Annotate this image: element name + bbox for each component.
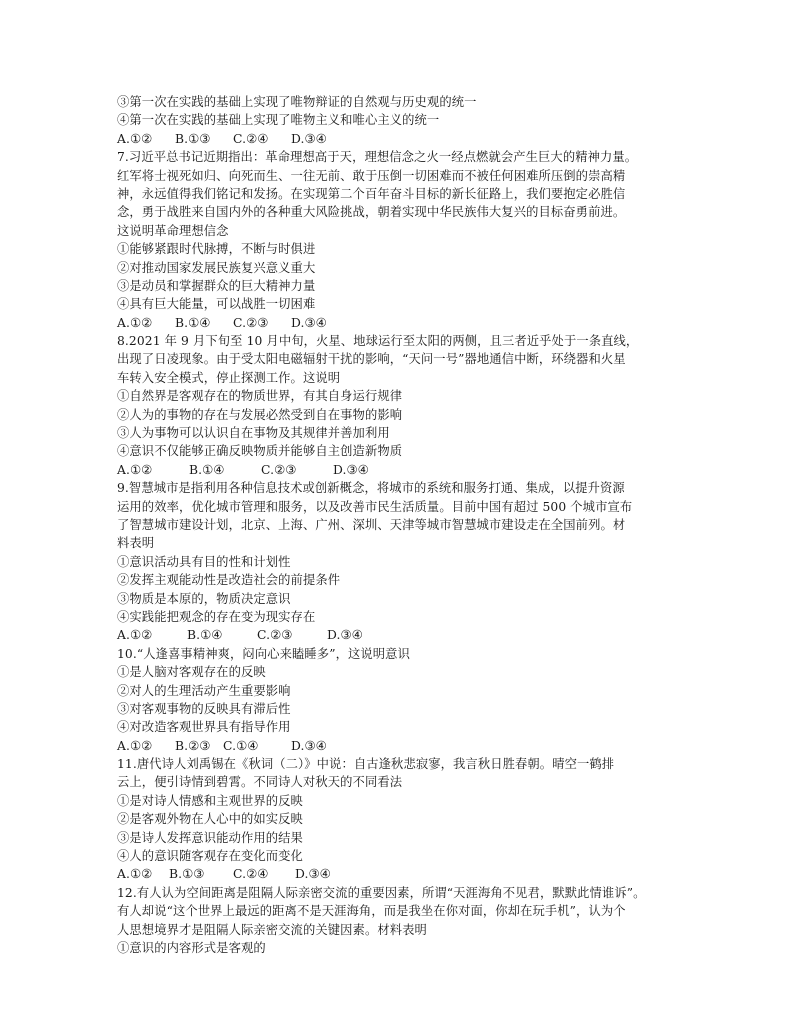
answer-choices xyxy=(117,461,697,479)
option-statement-1: ①能够紧跟时代脉搏，不断与时俱进 xyxy=(117,242,316,257)
option-statement-4: ④具有巨大能量，可以战胜一切困难 xyxy=(117,297,316,312)
question-6-continued xyxy=(117,93,697,148)
choice-c: C.②④ xyxy=(233,867,269,882)
choice-b: B.①③ xyxy=(169,867,205,882)
question-11 xyxy=(117,755,697,884)
question-text: 11.唐代诗人刘禹锡在《秋词（二）》中说：自古逢秋悲寂寥，我言秋日胜春朝。晴空一鹤排 xyxy=(117,757,615,772)
question-text: 7.习近平总书记近期指出：革命理想高于天，理想信念之火一经点燃就会产生巨大的精神力量。 xyxy=(117,150,638,165)
choice-c: C.①④ xyxy=(223,738,259,753)
exam-page xyxy=(117,93,697,957)
question-text: 9.智慧城市是指利用各种信息技术或创新概念，将城市的系统和服务打通、集成，以提升资源 xyxy=(117,481,625,496)
choice-a: A.①② xyxy=(117,867,153,882)
choice-b: B.①④ xyxy=(189,462,225,477)
choice-b: B.①③ xyxy=(175,131,211,146)
answer-choices xyxy=(117,865,697,883)
question-text: 12.有人认为空间距离是阻隔人际亲密交流的重要因素，所谓“天涯海角不见君，默默此情谁诉”。 xyxy=(117,885,646,900)
option-statement-1: ①自然界是客观存在的物质世界，有其自身运行规律 xyxy=(117,389,403,404)
option-statement-2: ②对人的生理活动产生重要影响 xyxy=(117,683,291,698)
question-text: 了智慧城市建设计划，北京、上海、广州、深圳、天津等城市智慧城市建设走在全国前列。材 xyxy=(117,517,626,532)
choice-d: D.③④ xyxy=(333,462,369,477)
option-statement-2: ②人为的事物的存在与发展必然受到自在事物的影响 xyxy=(117,407,403,422)
option-statement-3: ③第一次在实践的基础上实现了唯物辩证的自然观与历史观的统一 xyxy=(117,95,477,109)
choice-c: C.②③ xyxy=(261,462,297,477)
choice-d: D.③④ xyxy=(291,738,327,753)
question-stem: 车转入安全模式，停止探测工作。这说明 xyxy=(117,370,341,385)
choice-d: D.③④ xyxy=(295,867,331,882)
question-text: 8.2021 年 9 月下旬至 10 月中旬，火星、地球运行至太阳的两侧，且三者近乎处于一条直线， xyxy=(117,334,639,349)
option-statement-1: ①是对诗人情感和主观世界的反映 xyxy=(117,793,303,808)
choice-d: D.③④ xyxy=(291,315,327,330)
choice-a: A.①② xyxy=(117,315,153,330)
choice-a: A.①② xyxy=(117,462,153,477)
question-stem: 这说明革命理想信念 xyxy=(117,223,229,238)
question-10 xyxy=(117,645,697,755)
option-statement-3: ③人为事物可以认识自在事物及其规律并善加利用 xyxy=(117,426,390,441)
option-statement-4: ④第一次在实践的基础上实现了唯物主义和唯心主义的统一 xyxy=(117,113,440,128)
answer-choices xyxy=(117,314,697,332)
question-7 xyxy=(117,148,697,332)
option-statement-4: ④人的意识随客观存在变化而变化 xyxy=(117,849,303,864)
question-text: 神，永远值得我们铭记和发扬。在实现第二个百年奋斗目标的新长征路上，我们要抱定必胜信 xyxy=(117,186,626,201)
choice-c: C.②③ xyxy=(233,315,269,330)
choice-b: B.②③ xyxy=(175,738,211,753)
choice-b: B.①④ xyxy=(175,315,211,330)
choice-c: C.②④ xyxy=(233,131,269,146)
choice-d: D.③④ xyxy=(327,628,363,643)
answer-choices xyxy=(117,130,697,148)
answer-choices xyxy=(117,737,697,755)
question-text: 有人却说“这个世界上最远的距离不是天涯海角，而是我坐在你对面，你却在玩手机”，认为个 xyxy=(117,904,626,919)
option-statement-1: ①意识活动具有目的性和计划性 xyxy=(117,554,291,569)
question-text: 运用的效率，优化城市管理和服务，以及改善市民生活质量。目前中国有超过 500 个城市宣布 xyxy=(117,499,633,514)
option-statement-2: ②对推动国家发展民族复兴意义重大 xyxy=(117,260,316,275)
option-statement-4: ④对改造客观世界具有指导作用 xyxy=(117,720,291,735)
choice-d: D.③④ xyxy=(291,131,327,146)
answer-choices xyxy=(117,626,697,644)
question-stem: 10.“人逢喜事精神爽，闷向心来瞌睡多”，这说明意识 xyxy=(117,646,410,661)
question-text: 红军将士视死如归、向死而生、一往无前、敢于压倒一切困难而不被任何困难所压倒的崇高精 xyxy=(117,168,626,183)
choice-a: A.①② xyxy=(117,628,153,643)
option-statement-2: ②发挥主观能动性是改造社会的前提条件 xyxy=(117,573,341,588)
option-statement-3: ③是动员和掌握群众的巨大精神力量 xyxy=(117,278,316,293)
option-statement-2: ②是客观外物在人心中的如实反映 xyxy=(117,812,303,827)
option-statement-3: ③物质是本原的，物质决定意识 xyxy=(117,591,291,606)
choice-a: A.①② xyxy=(117,738,153,753)
option-statement-4: ④意识不仅能够正确反映物质并能够自主创造新物质 xyxy=(117,444,403,459)
choice-a: A.①② xyxy=(117,131,153,146)
choice-b: B.①④ xyxy=(187,628,223,643)
choice-c: C.②③ xyxy=(257,628,293,643)
question-text: 念，勇于战胜来自国内外的各种重大风险挑战，朝着实现中华民族伟大复兴的目标奋勇前进。 xyxy=(117,205,626,220)
question-stem: 云上，便引诗情到碧霄。不同诗人对秋天的不同看法 xyxy=(117,775,403,790)
option-statement-1: ①是人脑对客观存在的反映 xyxy=(117,665,266,680)
question-stem: 人思想境界才是阻隔人际亲密交流的关键因素。材料表明 xyxy=(117,922,427,937)
option-statement-4: ④实践能把观念的存在变为现实存在 xyxy=(117,609,316,624)
question-9 xyxy=(117,479,697,645)
question-8 xyxy=(117,332,697,479)
question-text: 出现了日凌现象。由于受太阳电磁辐射干扰的影响，“天问一号”器地通信中断，环绕器和火星 xyxy=(117,352,626,367)
option-statement-1: ①意识的内容形式是客观的 xyxy=(117,940,266,955)
question-12 xyxy=(117,884,697,958)
option-statement-3: ③是诗人发挥意识能动作用的结果 xyxy=(117,830,303,845)
question-stem: 料表明 xyxy=(117,536,155,551)
option-statement-3: ③对客观事物的反映具有滞后性 xyxy=(117,701,291,716)
